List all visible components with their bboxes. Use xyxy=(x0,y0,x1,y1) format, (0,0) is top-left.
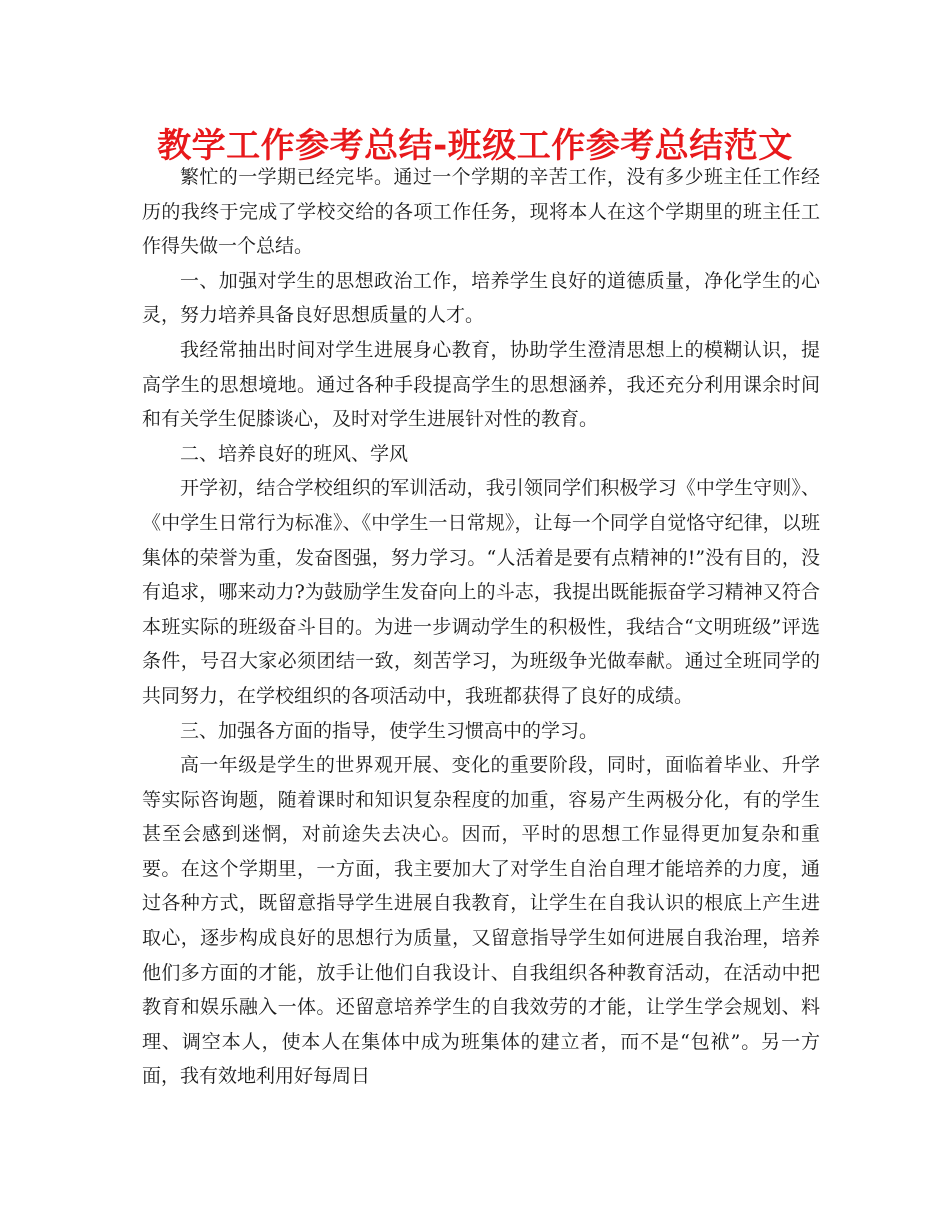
paragraph-section-1-body: 我经常抽出时间对学生进展身心教育，协助学生澄清思想上的模糊认识，提高学生的思想境地。通过各种手段提高学生的思想涵养，我还充分利用课余时间和有关学生促膝谈心，及时对学生进展针对性的教育。 xyxy=(142,338,820,431)
document-title: 教学工作参考总结-班级工作参考总结范文 xyxy=(157,126,793,166)
paragraph-section-2-heading: 二、培养良好的班风、学风 xyxy=(180,442,409,465)
paragraph-section-3-body: 高一年级是学生的世界观开展、变化的重要阶段，同时，面临着毕业、升学等实际咨询题，随着课时和知识复杂程度的加重，容易产生两极分化，有的学生甚至会感到迷惘，对前途失去决心。因而，平时的思想工作显得更加复杂和重要。在这个学期里，一方面，我主要加大了对学生自治自理才能培养的力度，通过各种方式，既留意指导学生进展自我教育，让学生在自我认识的根底上产生进取心，逐步构成良好的思想行为质量，又留意指导学生如何进展自我治理，培养他们多方面的才能，放手让他们自我设计、自我组织各种教育活动，在活动中把教育和娱乐融入一体。还留意培养学生的自我效劳的才能，让学生学会规划、料理、调空本人，使本人在集体中成为班集体的建立者，而不是“包袱”。另一方面，我有效地利用好每周日 xyxy=(142,754,820,1088)
paragraph-section-2-body: 开学初，结合学校组织的军训活动，我引领同学们积极学习《中学生守则》、《中学生日常行为标准》、《中学生一日常规》，让每一个同学自觉恪守纪律，以班集体的荣誉为重，发奋图强，努力学习。“人活着是要有点精神的!”没有目的，没有追求，哪来动力?为鼓励学生发奋向上的斗志，我提出既能振奋学习精神又符合本班实际的班级奋斗目的。为进一步调动学生的积极性，我结合“文明班级”评选条件，号召大家必须团结一致，刻苦学习，为班级争光做奉献。通过全班同学的共同努力，在学校组织的各项活动中，我班都获得了良好的成绩。 xyxy=(142,477,820,707)
paragraph-section-3-heading: 三、加强各方面的指导，使学生习惯高中的学习。 xyxy=(180,719,599,742)
paragraph-section-1-heading: 一、加强对学生的思想政治工作，培养学生良好的道德质量，净化学生的心灵，努力培养具备良好思想质量的人才。 xyxy=(142,269,820,327)
paragraph-intro: 繁忙的一学期已经完毕。通过一个学期的辛苦工作，没有多少班主任工作经历的我终于完成了学校交给的各项工作任务，现将本人在这个学期里的班主任工作得失做一个总结。 xyxy=(142,166,820,258)
document-body xyxy=(142,160,820,1094)
